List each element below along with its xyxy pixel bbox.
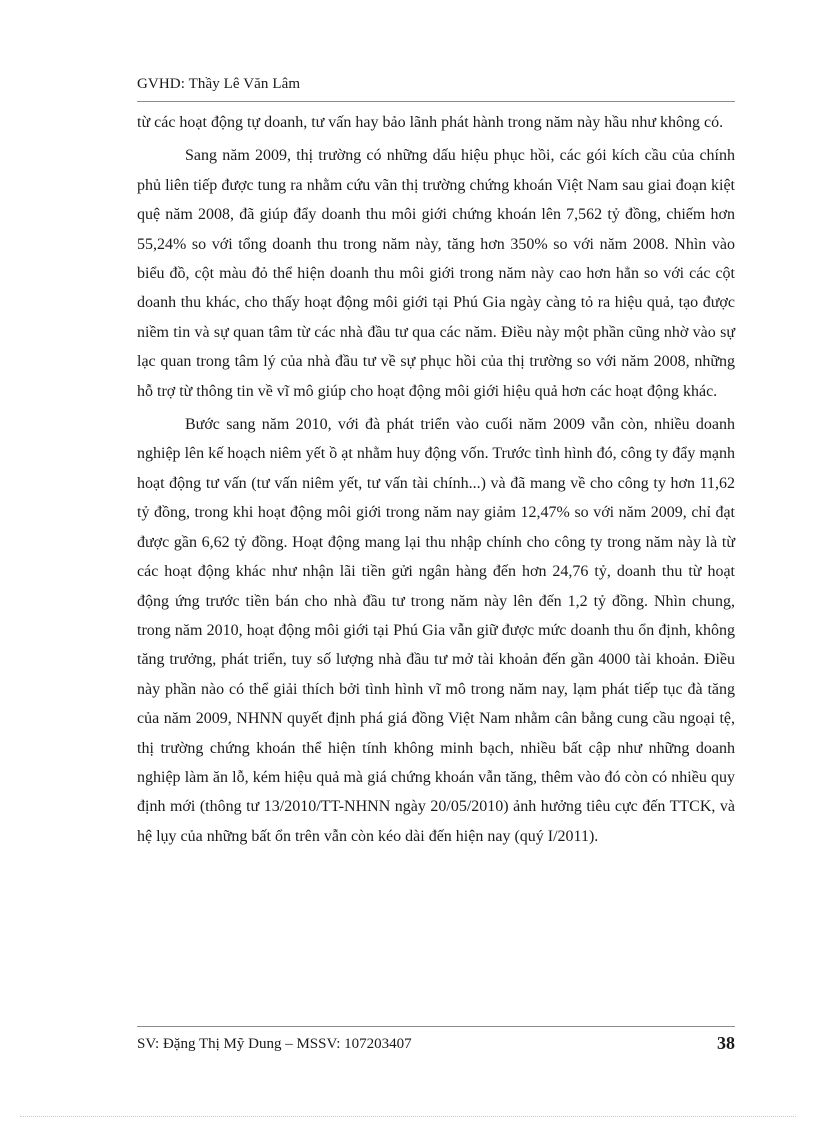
header-divider (137, 101, 735, 102)
page-header: GVHD: Thầy Lê Văn Lâm (137, 76, 301, 92)
paragraph-2009: Sang năm 2009, thị trường có những dấu hiệu phục hồi, các gói kích cầu của chính phủ liên tiếp được tung ra nhằm cứu vãn thị trường chứng khoán Việt Nam sau giai đoạn kiệt quệ năm 2008, đã giúp đẩy doanh thu môi giới chứng khoán lên 7,562 tỷ đồng, chiếm hơn 55,24% so với tổng doanh thu trong năm này, tăng hơn 350% so với năm 2008. Nhìn vào biểu đồ, cột màu đỏ thể hiện doanh thu môi giới trong năm này cao hơn hẳn so với các cột doanh thu khác, cho thấy hoạt động môi giới tại Phú Gia ngày càng tỏ ra hiệu quả, tạo được niềm tin và sự quan tâm từ các nhà đầu tư qua các năm. Điều này một phần cũng nhờ vào sự lạc quan trong tâm lý của nhà đầu tư về sự phục hồi của thị trường so với năm 2008, những hỗ trợ từ thông tin về vĩ mô giúp cho hoạt động môi giới hiệu quả hơn các hoạt động khác. (137, 147, 735, 400)
paragraph-2010: Bước sang năm 2010, với đà phát triển vào cuối năm 2009 vẫn còn, nhiều doanh nghiệp lên kế hoạch niêm yết ồ ạt nhằm huy động vốn. Trước tình hình đó, công ty đẩy mạnh hoạt động tư vấn (tư vấn niêm yết, tư vấn tài chính...) và đã mang về cho công ty hơn 11,62 tỷ đồng, trong khi hoạt động môi giới trong năm nay giảm 12,47% so với năm 2009, chỉ đạt được gần 6,62 tỷ đồng. Hoạt động mang lại thu nhập chính cho công ty trong năm này là từ các hoạt động khác như nhận lãi tiền gửi ngân hàng đến hơn 24,76 tỷ, doanh thu từ hoạt động ứng trước tiền bán cho nhà đầu tư trong năm này lên đến 1,2 tỷ đồng. Nhìn chung, trong năm 2010, hoạt động môi giới tại Phú Gia vẫn giữ được mức doanh thu ổn định, không tăng trưởng, phát triển, tuy số lượng nhà đầu tư mở tài khoản đến gần 4000 tài khoản. Điều này phần nào có thể giải thích bởi tình hình vĩ mô trong năm nay, lạm phát tiếp tục đà tăng của năm 2009, NHNN quyết định phá giá đồng Việt Nam nhằm cân bằng cung cầu ngoại tệ, thị trường chứng khoán thể hiện tính không minh bạch, nhiều bất cập như những doanh nghiệp làm ăn lỗ, kém hiệu quả mà giá chứng khoán vẫn tăng, thêm vào đó còn có nhiều quy định mới (thông tư 13/2010/TT-NHNN ngày 20/05/2010) ảnh hưởng tiêu cực đến TTCK, và hệ lụy của những bất ổn trên vẫn còn kéo dài đến hiện nay (quý I/2011). (137, 416, 735, 845)
paragraph-continuation: từ các hoạt động tự doanh, tư vấn hay bảo lãnh phát hành trong năm này hầu như không có. (137, 114, 724, 131)
footer-student-info: SV: Đặng Thị Mỹ Dung – MSSV: 107203407 (137, 1036, 412, 1052)
page-number: 38 (717, 1033, 735, 1053)
page-boundary (20, 1116, 796, 1117)
document-body (137, 108, 735, 851)
footer-divider (137, 1026, 735, 1027)
